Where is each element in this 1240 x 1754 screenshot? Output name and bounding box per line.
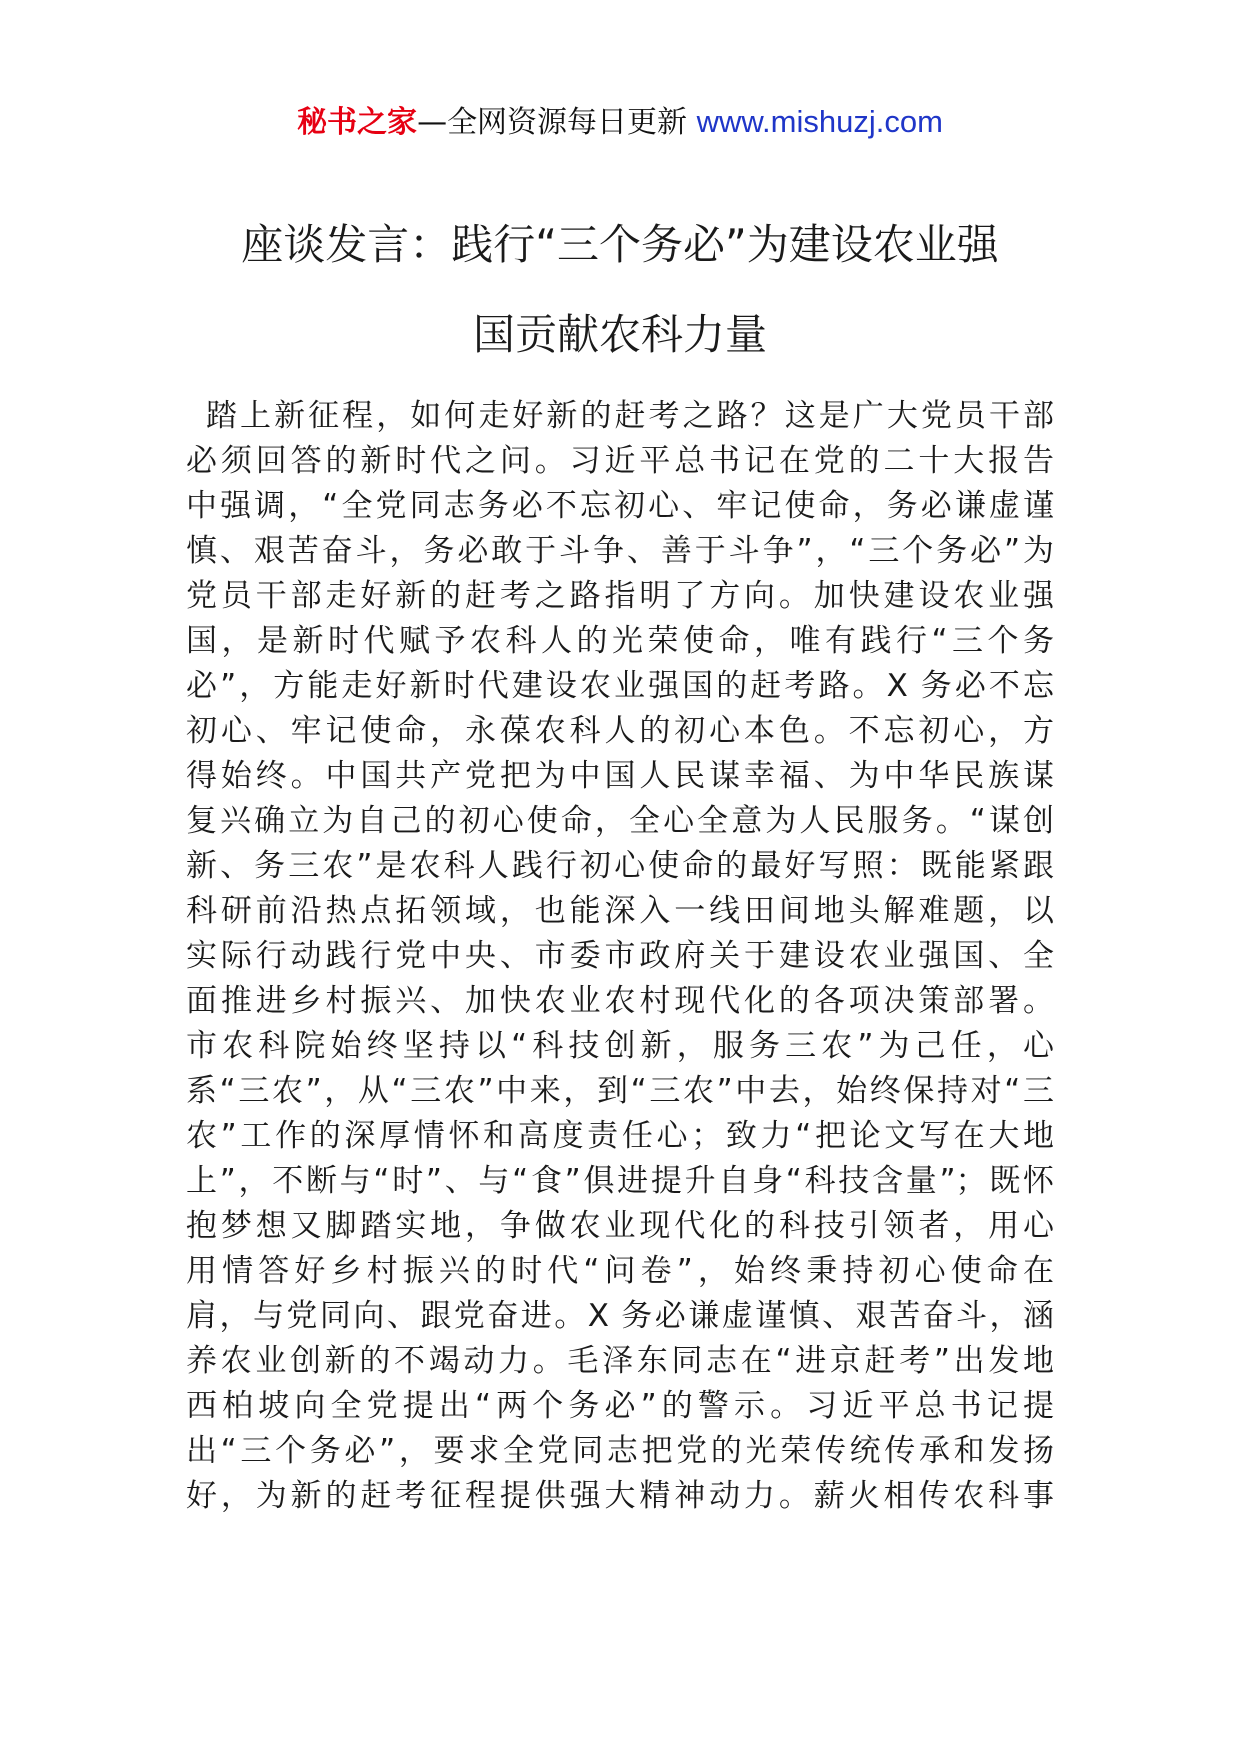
- body-line: 必”，方能走好新时代建设农业强国的赶考路。X 务必不忘: [186, 668, 1054, 704]
- body-line: 实际行动践行党中央、市委市政府关于建设农业强国、全: [186, 938, 1054, 974]
- body-line: 国，是新时代赋予农科人的光荣使命，唯有践行“三个务: [186, 623, 1054, 659]
- site-url-link[interactable]: www.mishuzj.com: [696, 104, 943, 139]
- body-line: 上”，不断与“时”、与“食”俱进提升自身“科技含量”；既怀: [186, 1163, 1054, 1199]
- header-tagline: —全网资源每日更新: [417, 105, 688, 140]
- body-line: 踏上新征程，如何走好新的赶考之路？这是广大党员干部: [206, 398, 1054, 434]
- body-line: 科研前沿热点拓领域，也能深入一线田间地头解难题，以: [186, 893, 1054, 929]
- body-line: 市农科院始终坚持以“科技创新，服务三农”为己任，心: [186, 1028, 1054, 1064]
- site-header: [0, 100, 1240, 145]
- body-line: 面推进乡村振兴、加快农业农村现代化的各项决策部署。: [186, 983, 1054, 1019]
- body-line: 必须回答的新时代之问。习近平总书记在党的二十大报告: [186, 443, 1054, 479]
- body-paragraph: [186, 394, 1054, 1519]
- body-line: 养农业创新的不竭动力。毛泽东同志在“进京赶考”出发地: [186, 1343, 1054, 1379]
- brand-name[interactable]: 秘书之家: [297, 105, 418, 140]
- body-line: 中强调，“全党同志务必不忘初心、牢记使命，务必谦虚谨: [186, 488, 1054, 524]
- body-line: 出“三个务必”，要求全党同志把党的光荣传统传承和发扬: [186, 1433, 1054, 1469]
- body-line: 复兴确立为自己的初心使命，全心全意为人民服务。“谋创: [186, 803, 1054, 839]
- body-line: 初心、牢记使命，永葆农科人的初心本色。不忘初心，方: [186, 713, 1054, 749]
- body-line: 系“三农”，从“三农”中来，到“三农”中去，始终保持对“三: [186, 1073, 1054, 1109]
- title-line-2: 国贡献农科力量: [472, 310, 767, 359]
- document-title: [120, 200, 1120, 380]
- body-line: 新、务三农”是农科人践行初心使命的最好写照：既能紧跟: [186, 848, 1054, 884]
- body-line: 好，为新的赶考征程提供强大精神动力。薪火相传农科事: [186, 1478, 1054, 1514]
- body-line: 肩，与党同向、跟党奋进。X 务必谦虚谨慎、艰苦奋斗，涵: [186, 1298, 1054, 1334]
- body-line: 慎、艰苦奋斗，务必敢于斗争、善于斗争”，“三个务必”为: [186, 533, 1054, 569]
- title-line-1: 座谈发言：践行“三个务必”为建设农业强: [241, 220, 999, 269]
- body-line: 党员干部走好新的赶考之路指明了方向。加快建设农业强: [186, 578, 1054, 614]
- body-line: 西柏坡向全党提出“两个务必”的警示。习近平总书记提: [186, 1388, 1054, 1424]
- body-line: 抱梦想又脚踏实地，争做农业现代化的科技引领者，用心: [186, 1208, 1054, 1244]
- body-line: 农”工作的深厚情怀和高度责任心；致力“把论文写在大地: [186, 1118, 1054, 1154]
- body-line: 用情答好乡村振兴的时代“问卷”，始终秉持初心使命在: [186, 1253, 1054, 1289]
- body-line: 得始终。中国共产党把为中国人民谋幸福、为中华民族谋: [186, 758, 1054, 794]
